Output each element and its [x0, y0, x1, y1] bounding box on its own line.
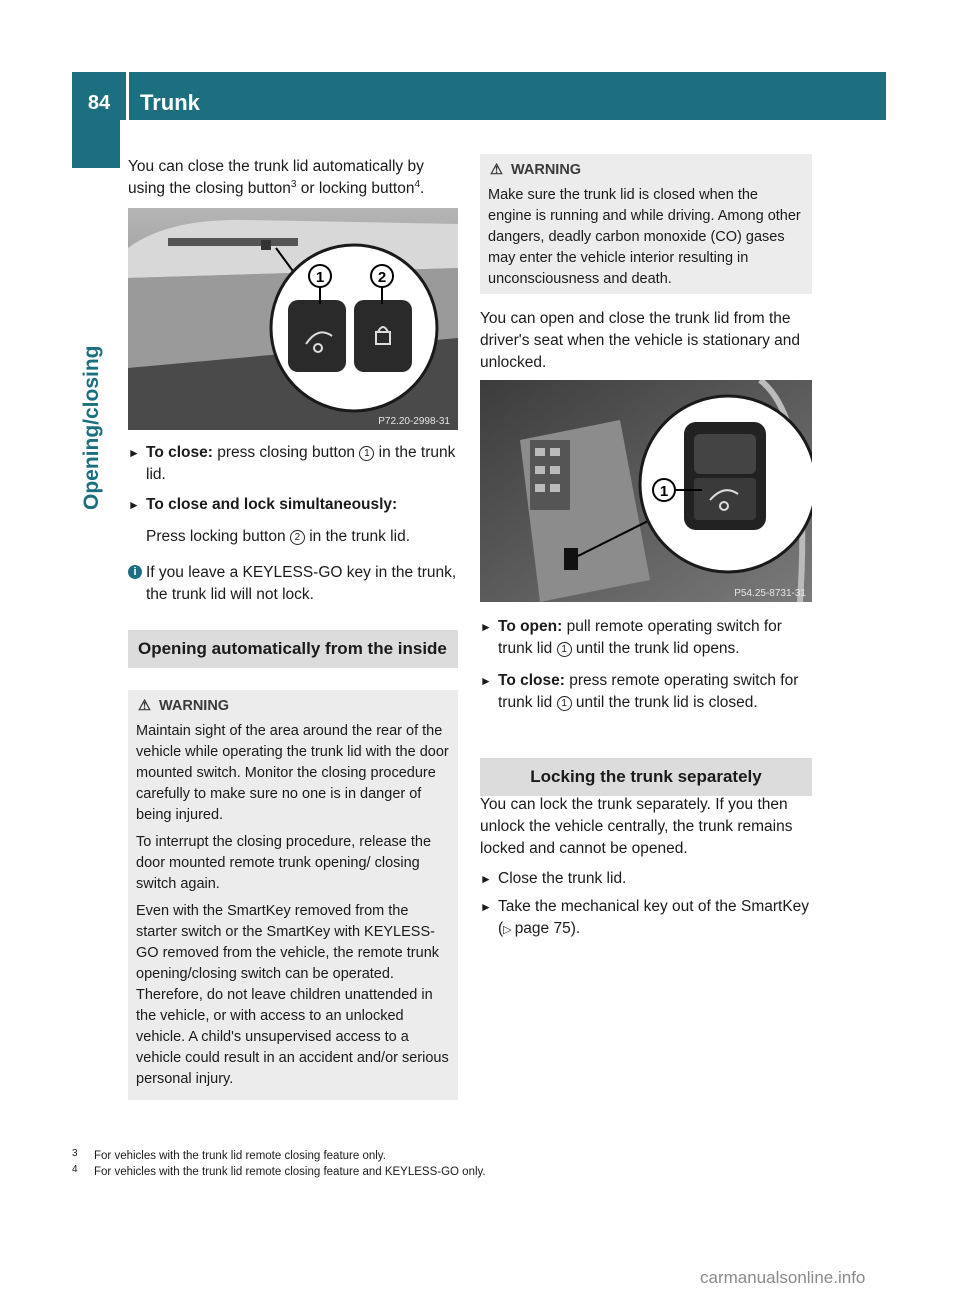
warning-label: WARNING — [511, 162, 582, 178]
footnote-3: 3 For vehicles with the trunk lid remote closing feature only. — [72, 1148, 386, 1162]
arrow-icon: ► — [128, 498, 140, 512]
side-tab-label: Opening/closing — [80, 345, 103, 510]
instruction-close-lock — [128, 494, 460, 548]
instruction-take-key — [480, 896, 814, 941]
door-switch-photo — [480, 380, 812, 602]
page-title: Trunk — [140, 90, 200, 115]
instruction-close — [128, 442, 460, 486]
instruction-label: To close and lock simultaneously: — [146, 496, 398, 513]
instruction-text: press remote operating switch for trunk lid — [498, 672, 799, 711]
warning-box-left — [128, 690, 458, 1100]
arrow-icon: ► — [480, 872, 492, 886]
instruction-label: To close: — [146, 444, 213, 461]
warning-box-right — [480, 154, 812, 294]
arrow-icon: ► — [480, 620, 492, 634]
warning-heading — [136, 696, 450, 717]
arrow-icon: ► — [128, 446, 140, 460]
callout-2: 2 — [377, 269, 387, 286]
page-ref-link[interactable]: page 75 — [514, 920, 571, 937]
arrow-icon: ► — [480, 674, 492, 688]
left-intro — [128, 156, 460, 200]
warning-icon: ⚠ — [490, 162, 503, 178]
instruction-close — [480, 670, 814, 714]
footnote-ref-3[interactable]: 3 — [290, 178, 297, 190]
callout-1: 1 — [659, 483, 669, 500]
warning-paragraph: Maintain sight of the area around the rear of the vehicle while operating the trunk lid with the door mounted switch. Monitor the closing procedure carefully to make sure no one is in danger of being injured. — [136, 723, 449, 823]
instruction-label: To close: — [498, 672, 565, 689]
right-para1: You can open and close the trunk lid from the driver's seat when the vehicle is stationary and unlocked. — [480, 310, 801, 371]
warning-paragraph: To interrupt the closing procedure, release the door mounted remote trunk opening/ closing switch again. — [136, 834, 432, 892]
instruction-text: Press locking button — [146, 528, 286, 545]
intro-text-2: or locking button — [296, 180, 415, 197]
callout-ref: 1 — [557, 696, 572, 711]
section-heading-locking: Locking the trunk separately — [480, 758, 812, 796]
instruction-text: press closing button — [212, 444, 356, 461]
instruction-label: To open: — [498, 618, 563, 635]
warning-icon: ⚠ — [138, 698, 151, 714]
callout-1: 1 — [315, 269, 325, 286]
warning-label: WARNING — [159, 698, 230, 714]
info-icon: i — [128, 565, 142, 579]
side-tab — [72, 120, 120, 520]
intro-end: . — [420, 180, 425, 197]
instruction-text: pull remote operating switch for trunk lid — [498, 618, 782, 657]
page-number: 84 — [87, 92, 111, 114]
info-note — [128, 562, 460, 606]
photo-code: P54.25-8731-31 — [734, 588, 806, 599]
instruction-end: until the trunk lid opens. — [571, 640, 740, 657]
footnote-4: 4 For vehicles with the trunk lid remote closing feature and KEYLESS-GO only. — [72, 1164, 486, 1178]
footnotes — [72, 1148, 486, 1180]
header-divider — [126, 72, 129, 120]
callout-ref: 1 — [557, 642, 572, 657]
trunk-lid-photo — [128, 208, 458, 430]
right-locking-content — [480, 794, 814, 947]
warning-paragraph: Make sure the trunk lid is closed when the engine is running and while driving. Among other dangers, deadly carbon monoxide (CO) gases may enter the vehicle interior resulting in unconsciousness and death. — [488, 187, 801, 287]
watermark: carmanualsonline.info — [700, 1268, 866, 1287]
instruction-end: in the trunk lid. — [304, 528, 410, 545]
instruction-text: Close the trunk lid. — [498, 870, 627, 887]
info-text: If you leave a KEYLESS-GO key in the trunk, the trunk lid will not lock. — [146, 564, 457, 603]
arrow-icon: ► — [480, 900, 492, 914]
footnote-text: For vehicles with the trunk lid remote closing feature and KEYLESS-GO only. — [94, 1166, 486, 1178]
section-heading-opening: Opening automatically from the inside — [128, 630, 458, 668]
instruction-open — [480, 616, 814, 660]
page-ref-icon: ▷ — [503, 924, 515, 936]
instruction-text: Take the mechanical key out of the SmartKey ( — [498, 898, 810, 937]
instruction-end: in the trunk lid. — [146, 444, 456, 483]
door-switch-illustration — [480, 380, 812, 602]
instruction-end: ). — [570, 920, 581, 937]
right-instructions — [480, 616, 814, 720]
instruction-close-lid — [480, 868, 814, 890]
footnote-ref-4[interactable]: 4 — [414, 178, 421, 190]
callout-ref: 2 — [290, 530, 305, 545]
warning-paragraph: Even with the SmartKey removed from the starter switch or the SmartKey with KEYLESS-GO removed from the vehicle, the remote trunk opening/closing switch can be operated. Therefore, do not leave children unattended in the vehicle, or with access to an unlocked vehicle. A child's unsupervised access to a vehicle could result in an accident and/or serious personal injury. — [136, 903, 449, 1087]
photo-code: P72.20-2998-31 — [378, 416, 450, 427]
left-instructions — [128, 442, 460, 612]
locking-paragraph: You can lock the trunk separately. If you then unlock the vehicle centrally, the trunk remains locked and cannot be opened. — [480, 796, 793, 857]
intro-text: You can close the trunk lid automatically by using the closing button — [128, 158, 424, 197]
warning-heading — [488, 160, 804, 181]
callout-ref: 1 — [359, 446, 374, 461]
footnote-text: For vehicles with the trunk lid remote closing feature only. — [94, 1150, 386, 1162]
trunk-lid-illustration — [128, 208, 458, 430]
instruction-end: until the trunk lid is closed. — [571, 694, 758, 711]
